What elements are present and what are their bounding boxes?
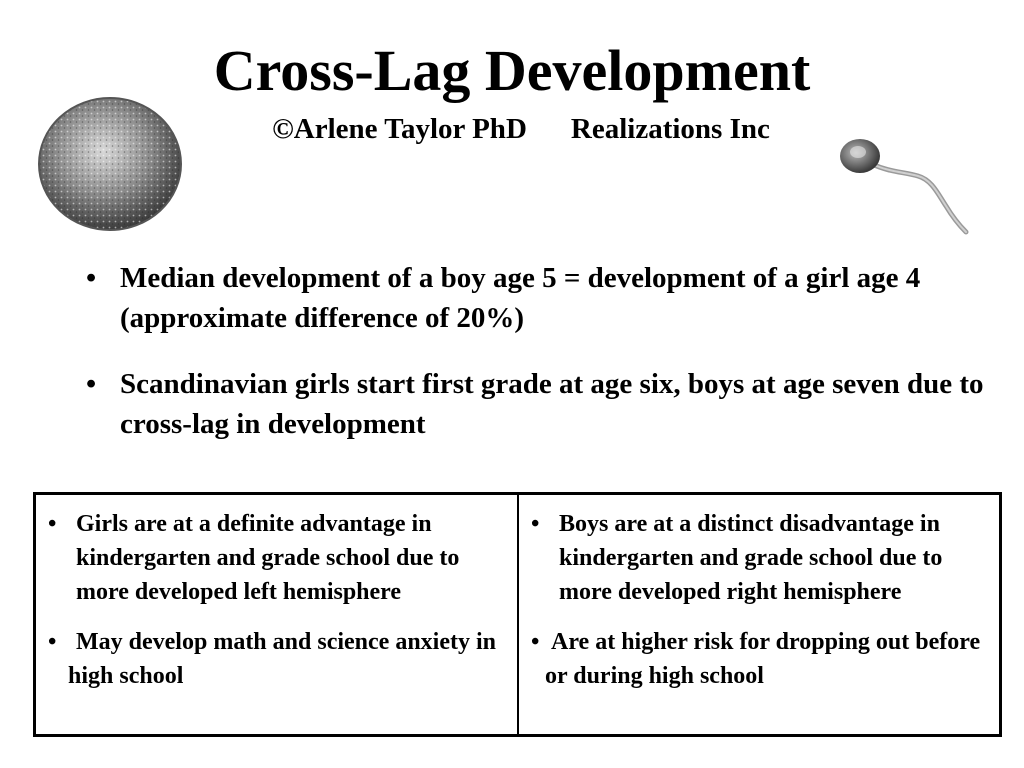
boys-dropout-item: [529, 625, 999, 693]
bullet-marker: •: [48, 629, 57, 655]
boys-disadvantage-text: Boys are at a distinct disadvantage in kindergarten and grade school due to more developed right hemisphere: [559, 511, 943, 605]
girls-column: [36, 495, 519, 734]
boys-disadvantage-item: [529, 507, 999, 609]
boys-dropout-text: Are at higher risk for dropping out before or during high school: [545, 629, 981, 689]
bullet-boy-girl-development: [86, 258, 1001, 338]
bullet-marker: •: [86, 368, 97, 400]
bullet-marker: •: [86, 262, 97, 294]
comparison-table: [33, 492, 1002, 737]
bullet-marker: •: [531, 629, 540, 655]
sperm-cell-image: [834, 134, 974, 238]
egg-cell-image: [36, 94, 186, 234]
bullet-text: Scandinavian girls start first grade at age six, boys at age seven due to cross-lag in development: [120, 368, 984, 440]
author-credit: ©Arlene Taylor PhD: [272, 113, 527, 145]
bullet-scandinavian-grade: [86, 364, 1001, 444]
main-bullet-list: [86, 258, 1001, 470]
boys-column: [519, 495, 999, 734]
bullet-text: Median development of a boy age 5 = development of a girl age 4 (approximate difference of 20%): [120, 262, 921, 334]
girls-advantage-text: Girls are at a definite advantage in kindergarten and grade school due to more developed left hemisphere: [76, 511, 460, 605]
girls-anxiety-text: May develop math and science anxiety in high school: [68, 629, 496, 689]
girls-anxiety-item: [46, 625, 517, 693]
girls-advantage-item: [46, 507, 517, 609]
company-credit: Realizations Inc: [570, 113, 770, 145]
slide-title: Cross-Lag Development: [213, 38, 811, 103]
bullet-marker: •: [48, 511, 57, 537]
bullet-marker: •: [531, 511, 540, 537]
